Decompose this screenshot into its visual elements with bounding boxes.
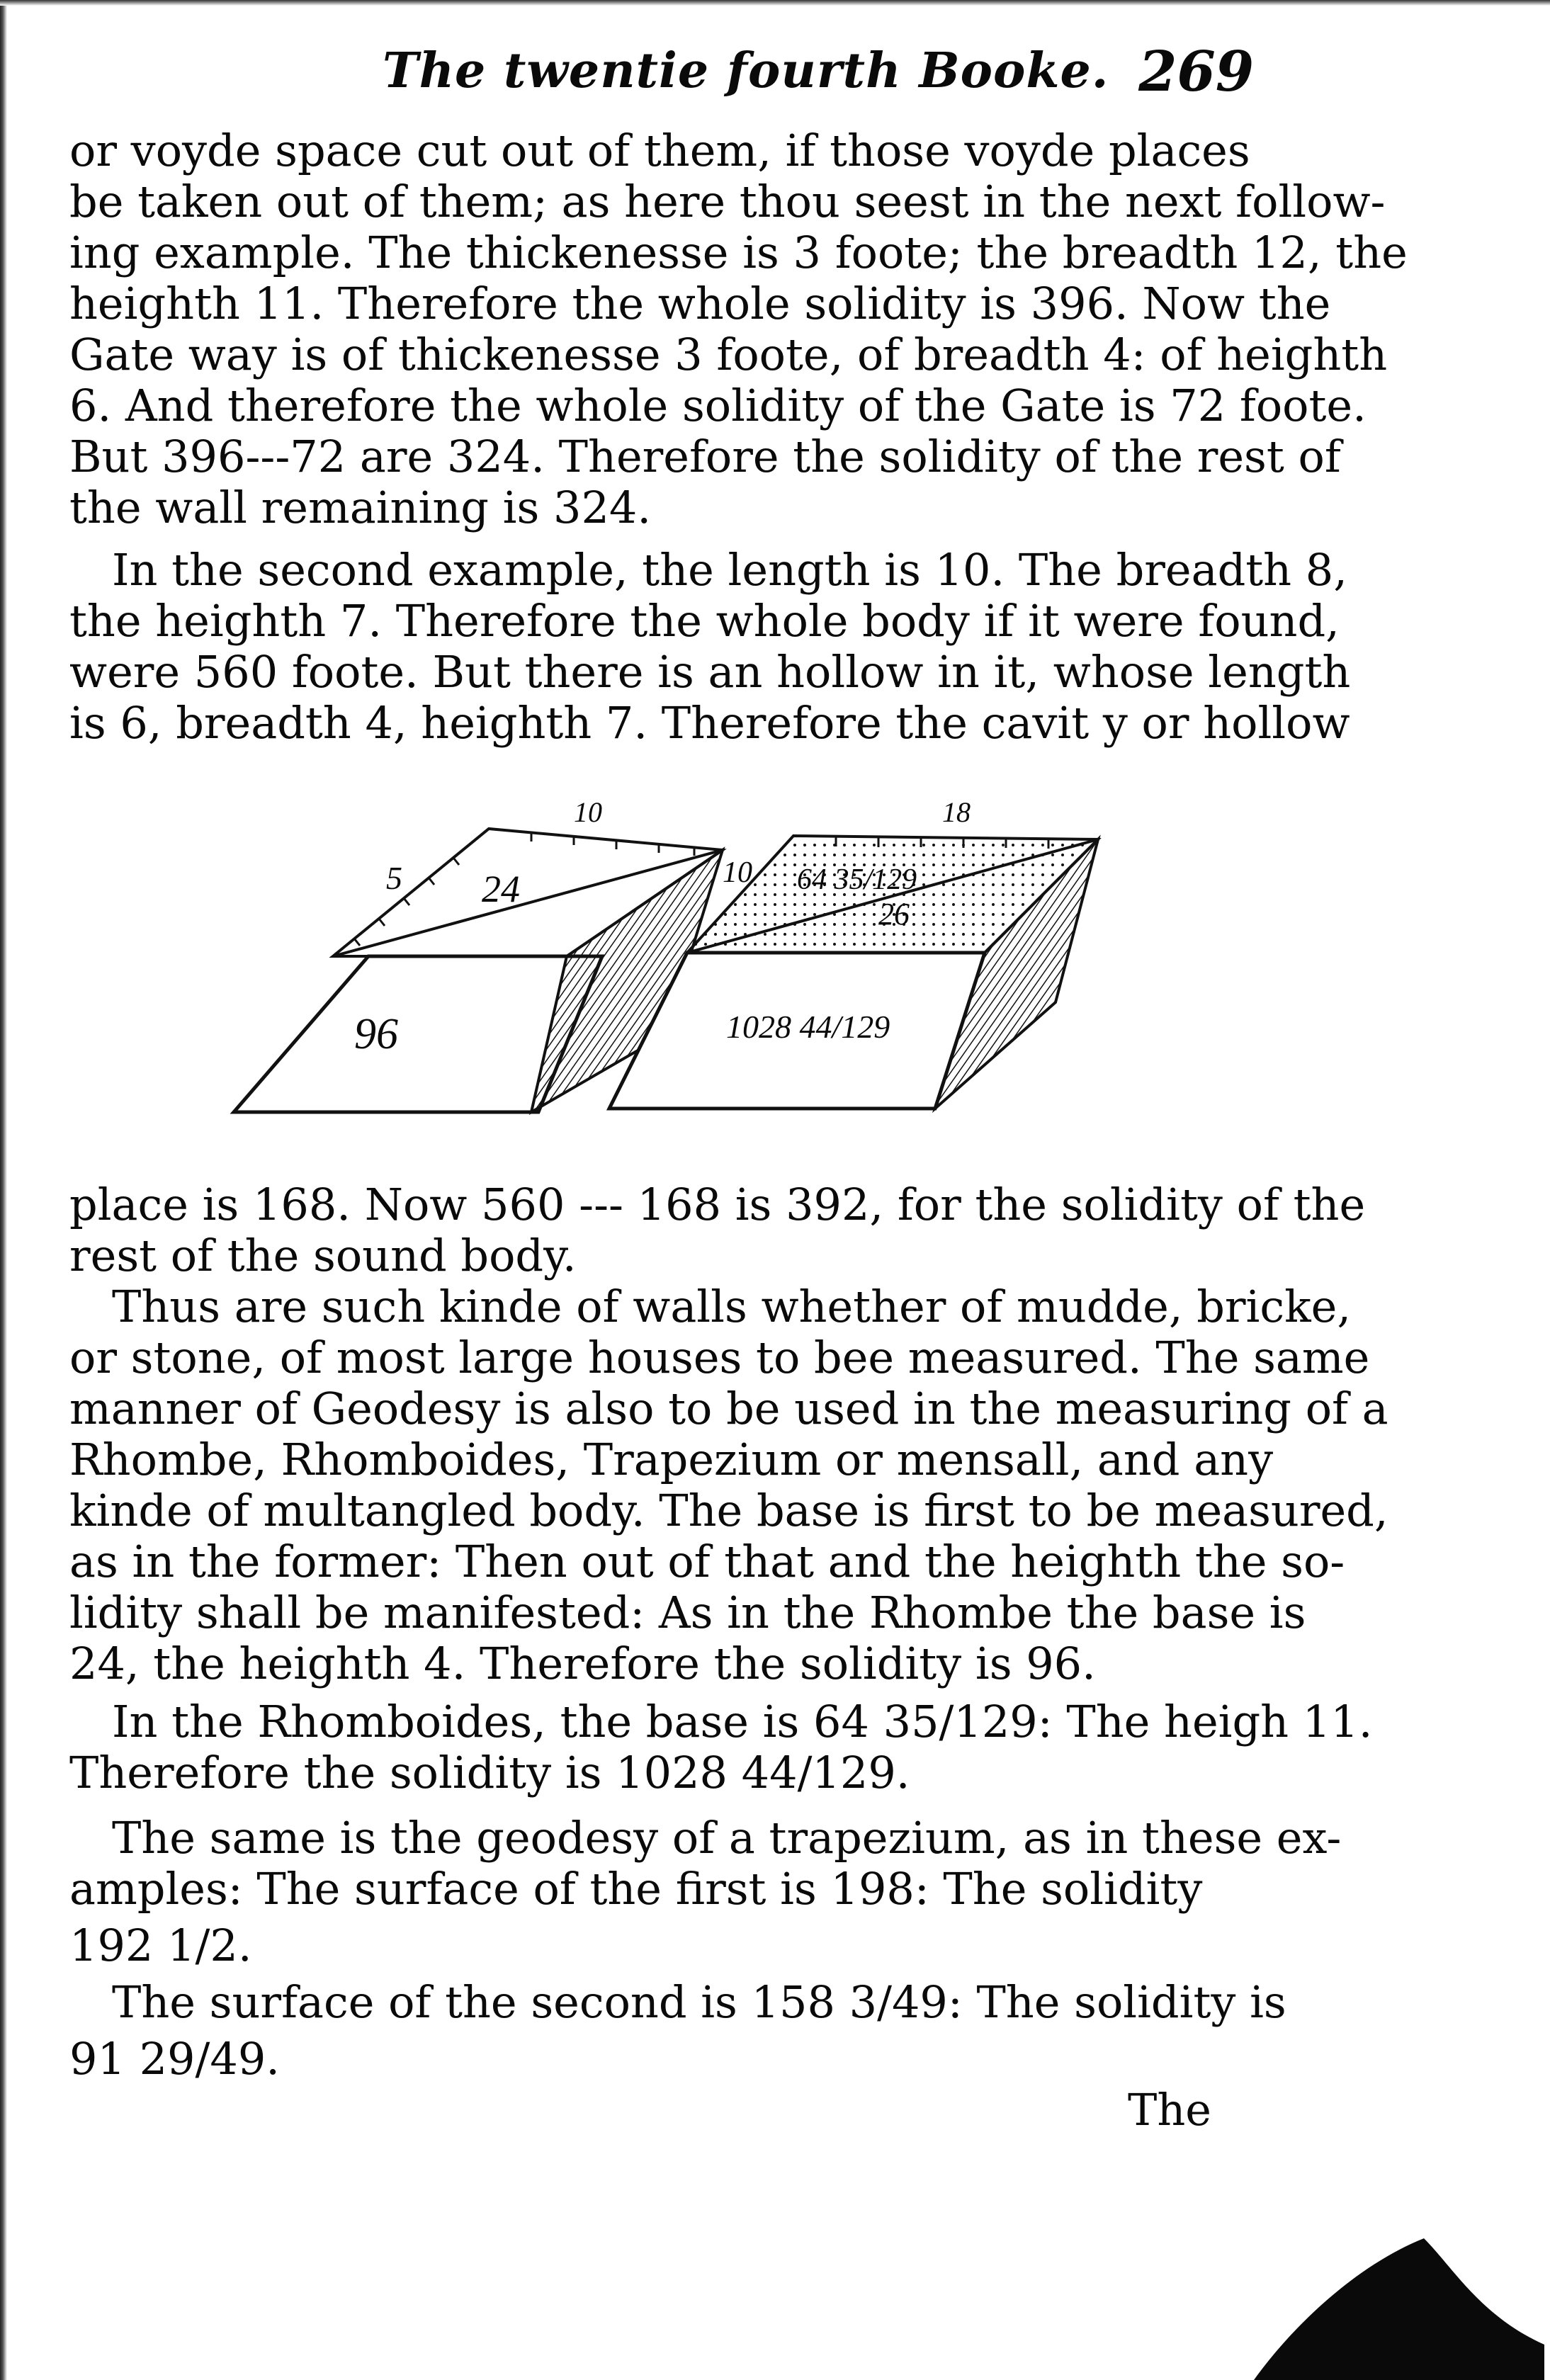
rhomboides-top-label: 18: [942, 796, 971, 828]
page-top-edge: [0, 0, 1550, 6]
page-header: [383, 35, 1254, 113]
text-line: or stone, of most large houses to bee measured. The same: [69, 1332, 1370, 1383]
text-line: 192 1/2.: [69, 1920, 252, 1971]
text-line: The surface of the second is 158 3/49: The solidity is: [112, 1976, 1286, 2028]
text-line: were 560 foote. But there is an hollow in it, whose length: [69, 646, 1351, 698]
text-line: or voyde space cut out of them, if those voyde places: [69, 125, 1250, 176]
text-line: is 6, breadth 4, heighth 7. Therefore the cavit y or hollow: [69, 697, 1350, 749]
page-edge-shadow: [0, 0, 7, 2380]
ink-blot: [1247, 2224, 1544, 2380]
text-line: Therefore the solidity is 1028 44/129.: [69, 1747, 910, 1798]
page-number: 269: [1138, 40, 1254, 104]
text-line: ing example. The thickenesse is 3 foote; the breadth 12, the: [69, 227, 1408, 278]
text-line: Rhombe, Rhomboides, Trapezium or mensall, and any: [69, 1434, 1274, 1485]
solids-diagram: [227, 783, 1148, 1144]
text-line: the heighth 7. Therefore the whole body if it were found,: [69, 595, 1340, 647]
text-line: In the second example, the length is 10. The breadth 8,: [112, 544, 1347, 596]
text-line: Thus are such kinde of walls whether of mudde, bricke,: [112, 1281, 1352, 1332]
text-line: lidity shall be manifested: As in the Rhombe the base is: [69, 1587, 1306, 1638]
rhomboides-base-label: 64 35/129: [797, 863, 917, 896]
rhomboides-side-label: 10: [723, 856, 752, 889]
text-line: kinde of multangled body. The base is first to be measured,: [69, 1485, 1388, 1536]
text-line: rest of the sound body.: [69, 1230, 577, 1281]
solids-figure: [227, 783, 1148, 1144]
text-line: 24, the heighth 4. Therefore the solidity is 96.: [69, 1638, 1096, 1689]
text-line: 6. And therefore the whole solidity of the Gate is 72 foote.: [69, 380, 1367, 431]
text-line: 91 29/49.: [69, 2033, 280, 2085]
text-line: be taken out of them; as here thou seest in the next follow-: [69, 176, 1386, 227]
rhombe-base-label: 24: [482, 868, 520, 910]
text-line: amples: The surface of the first is 198: The solidity: [69, 1863, 1203, 1915]
rhombe-top-label: 10: [574, 796, 602, 828]
text-line: In the Rhomboides, the base is 64 35/129: The heigh 11.: [112, 1696, 1373, 1747]
rhombe-solid-label: 96: [354, 1010, 398, 1058]
running-title: The twentie fourth Booke.: [383, 42, 1109, 99]
rhombe-side-label: 5: [386, 860, 402, 896]
text-line: But 396---72 are 324. Therefore the solidity of the rest of: [69, 431, 1341, 482]
catchword: The: [1128, 2084, 1211, 2136]
text-line: place is 168. Now 560 --- 168 is 392, for the solidity of the: [69, 1179, 1366, 1230]
text-line: the wall remaining is 324.: [69, 482, 652, 533]
text-line: heighth 11. Therefore the whole solidity is 396. Now the: [69, 278, 1331, 329]
rhomboides-height-label: 26: [878, 897, 910, 931]
text-line: as in the former: Then out of that and the heighth the so-: [69, 1536, 1345, 1587]
text-line: manner of Geodesy is also to be used in the measuring of a: [69, 1383, 1388, 1434]
text-line: Gate way is of thickenesse 3 foote, of breadth 4: of heighth: [69, 329, 1388, 380]
rhomboides-solid-label: 1028 44/129: [726, 1009, 890, 1045]
text-line: The same is the geodesy of a trapezium, as in these ex-: [112, 1812, 1342, 1864]
